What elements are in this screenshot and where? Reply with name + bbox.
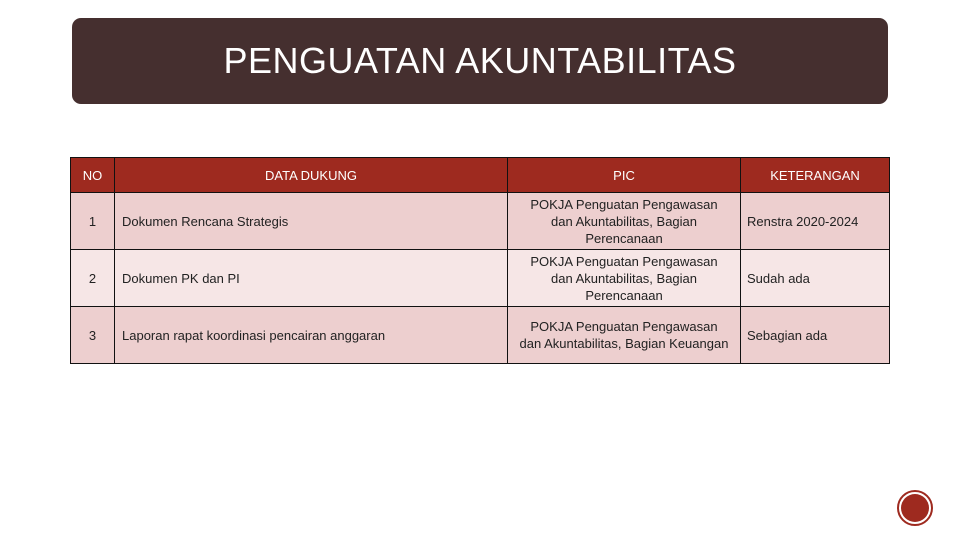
cell-keterangan: Renstra 2020-2024 bbox=[741, 193, 890, 250]
header-pic: PIC bbox=[508, 158, 741, 193]
header-data-dukung: DATA DUKUNG bbox=[115, 158, 508, 193]
cell-keterangan: Sebagian ada bbox=[741, 307, 890, 364]
slide-number-badge bbox=[897, 490, 933, 526]
data-table bbox=[70, 157, 890, 364]
cell-data-dukung: Dokumen PK dan PI bbox=[115, 250, 508, 307]
cell-keterangan: Sudah ada bbox=[741, 250, 890, 307]
cell-data-dukung: Laporan rapat koordinasi pencairan anggaran bbox=[115, 307, 508, 364]
table-row bbox=[71, 307, 890, 364]
header-keterangan: KETERANGAN bbox=[741, 158, 890, 193]
cell-pic: POKJA Penguatan Pengawasan dan Akuntabilitas, Bagian Keuangan bbox=[508, 307, 741, 364]
table-row bbox=[71, 250, 890, 307]
cell-pic: POKJA Penguatan Pengawasan dan Akuntabilitas, Bagian Perencanaan bbox=[508, 193, 741, 250]
table-header-row bbox=[71, 158, 890, 193]
cell-no: 3 bbox=[71, 307, 115, 364]
cell-no: 2 bbox=[71, 250, 115, 307]
cell-pic: POKJA Penguatan Pengawasan dan Akuntabilitas, Bagian Perencanaan bbox=[508, 250, 741, 307]
cell-no: 1 bbox=[71, 193, 115, 250]
slide-title: PENGUATAN AKUNTABILITAS bbox=[223, 40, 737, 81]
cell-data-dukung: Dokumen Rencana Strategis bbox=[115, 193, 508, 250]
header-no: NO bbox=[71, 158, 115, 193]
slide-number bbox=[901, 494, 929, 522]
title-banner bbox=[72, 18, 888, 104]
table-row bbox=[71, 193, 890, 250]
